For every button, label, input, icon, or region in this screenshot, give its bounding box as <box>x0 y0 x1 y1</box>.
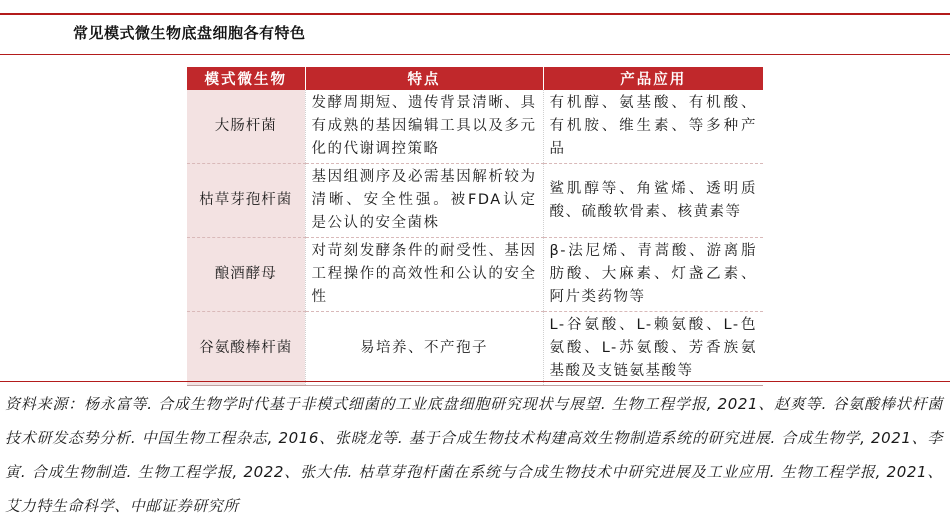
feature-text: 基因组测序及必需基因解析较为清晰、安全性强。被FDA认定是公认的安全菌株 <box>305 164 543 238</box>
microorganism-name: 大肠杆菌 <box>187 90 305 164</box>
application-text: 鲨肌醇等、角鲨烯、透明质酸、硫酸软骨素、核黄素等 <box>543 164 763 238</box>
table-row <box>187 312 763 386</box>
table-row <box>187 90 763 164</box>
microorganism-name: 酿酒酵母 <box>187 238 305 312</box>
table-row <box>187 164 763 238</box>
header-microorganism: 模式微生物 <box>187 67 305 90</box>
table-row <box>187 238 763 312</box>
header-features: 特点 <box>305 67 543 90</box>
application-text: β-法尼烯、青蒿酸、游离脂肪酸、大麻素、灯盏乙素、阿片类药物等 <box>543 238 763 312</box>
table-header-row <box>187 67 763 90</box>
application-text: 有机醇、氨基酸、有机酸、有机胺、维生素、等多种产品 <box>543 90 763 164</box>
feature-text: 发酵周期短、遗传背景清晰、具有成熟的基因编辑工具以及多元化的代谢调控策略 <box>305 90 543 164</box>
page-title: 常见模式微生物底盘细胞各有特色 <box>73 24 306 42</box>
comparison-table <box>187 67 763 386</box>
microorganism-name: 谷氨酸棒杆菌 <box>187 312 305 386</box>
header-applications: 产品应用 <box>543 67 763 90</box>
title-divider <box>0 54 950 55</box>
microorganism-name: 枯草芽孢杆菌 <box>187 164 305 238</box>
application-text: L-谷氨酸、L-赖氨酸、L-色氨酸、L-苏氨酸、芳香族氨基酸及支链氨基酸等 <box>543 312 763 386</box>
feature-text: 易培养、不产孢子 <box>305 312 543 386</box>
source-divider <box>0 381 950 382</box>
top-divider <box>0 13 950 15</box>
source-citation: 资料来源：杨永富等. 合成生物学时代基于非模式细菌的工业底盘细胞研究现状与展望. 生物工程学报, 2021、赵爽等. 谷氨酸棒状杆菌技术研发态势分析. 中国生物工程杂志, 2016、张晓龙等. 基于合成生物技术构建高效生物制造系统的研究进展. 合成生物学, 2021、李寅. 合成生物制造. 生物工程学报, 2022、张大伟. 枯草芽孢杆菌在系统与合成生物技术中研究进展及工业应用. 生物工程学报, 2021、艾力特生命科学、中邮证券研究所 <box>5 395 943 515</box>
feature-text: 对苛刻发酵条件的耐受性、基因工程操作的高效性和公认的安全性 <box>305 238 543 312</box>
